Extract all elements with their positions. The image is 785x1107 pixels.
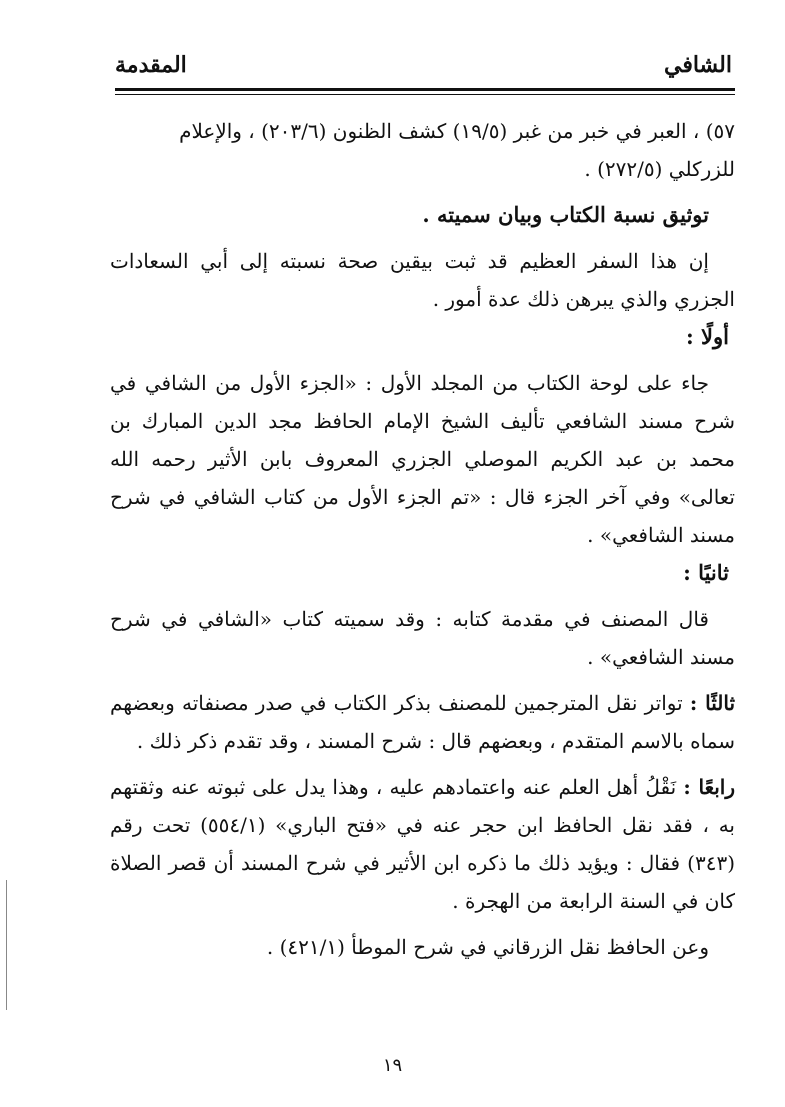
- heading-second: ثانيًا :: [683, 560, 729, 585]
- lead-fourth: رابعًا :: [683, 775, 736, 799]
- heading-first: أولًا :: [685, 324, 729, 349]
- paragraph-second: قال المصنف في مقدمة كتابه : وقد سميته كتاب «الشافي في شرح مسند الشافعي» .: [110, 607, 735, 669]
- paragraph-last: وعن الحافظ نقل الزرقاني في شرح الموطأ (٤٢١/١) .: [266, 935, 709, 959]
- paragraph-fourth: [110, 768, 735, 920]
- paragraph-intro: إن هذا السفر العظيم قد ثبت بيقين صحة نسبته إلى أبي السعادات الجزري والذي يبرهن ذلك عدة أمور .: [110, 249, 735, 311]
- footnote-continuation-line-1: ٥٧) ، العبر في خبر من غبر (١٩/٥) كشف الظنون (٢٠٣/٦) ، والإعلام: [179, 119, 735, 143]
- paragraph-fourth-text: نَقْلُ أهل العلم عنه واعتمادهم عليه ، وهذا يدل على ثبوته عنه وثقتهم به ، فقد نقل الحافظ ابن حجر عنه في «فتح الباري» (٥٥٤/١) تحت رقم (٣٤٣) فقال : ويؤيد ذلك ما ذكره ابن الأثير في شرح المسند أن قصر الصلاة كان في السنة الرابعة من الهجرة .: [110, 775, 735, 913]
- header-rule-thick: [115, 88, 735, 91]
- footnote-continuation-line-2: للزركلي (٢٧٢/٥) .: [584, 157, 735, 181]
- section-heading: توثيق نسبة الكتاب وبيان سميته .: [422, 202, 709, 227]
- paragraph-third-text: تواتر نقل المترجمين للمصنف بذكر الكتاب في صدر مصنفاته وبعضهم سماه بالاسم المتقدم ، وبعضهم قال : شرح المسند ، وقد تقدم ذكر ذلك .: [110, 691, 735, 753]
- scan-edge-line: [6, 880, 7, 1010]
- header-rule-thin: [115, 94, 735, 95]
- header-section-title: المقدمة: [115, 52, 187, 78]
- running-header: [115, 48, 732, 88]
- paragraph-first: جاء على لوحة الكتاب من المجلد الأول : «الجزء الأول من الشافي في شرح مسند الشافعي تأليف الشيخ الإمام الحافظ مجد الدين المبارك بن محمد بن عبد الكريم الموصلي الجزري المعروف بابن الأثير رحمه الله تعالى» وفي آخر الجزء قال : «تم الجزء الأول من كتاب الشافي في شرح مسند الشافعي» .: [110, 371, 735, 547]
- paragraph-third: [110, 684, 735, 760]
- page-body: [110, 112, 735, 966]
- lead-third: ثالثًا :: [689, 691, 736, 715]
- page-number: ١٩: [382, 1055, 403, 1076]
- header-book-title: الشافي: [664, 52, 732, 78]
